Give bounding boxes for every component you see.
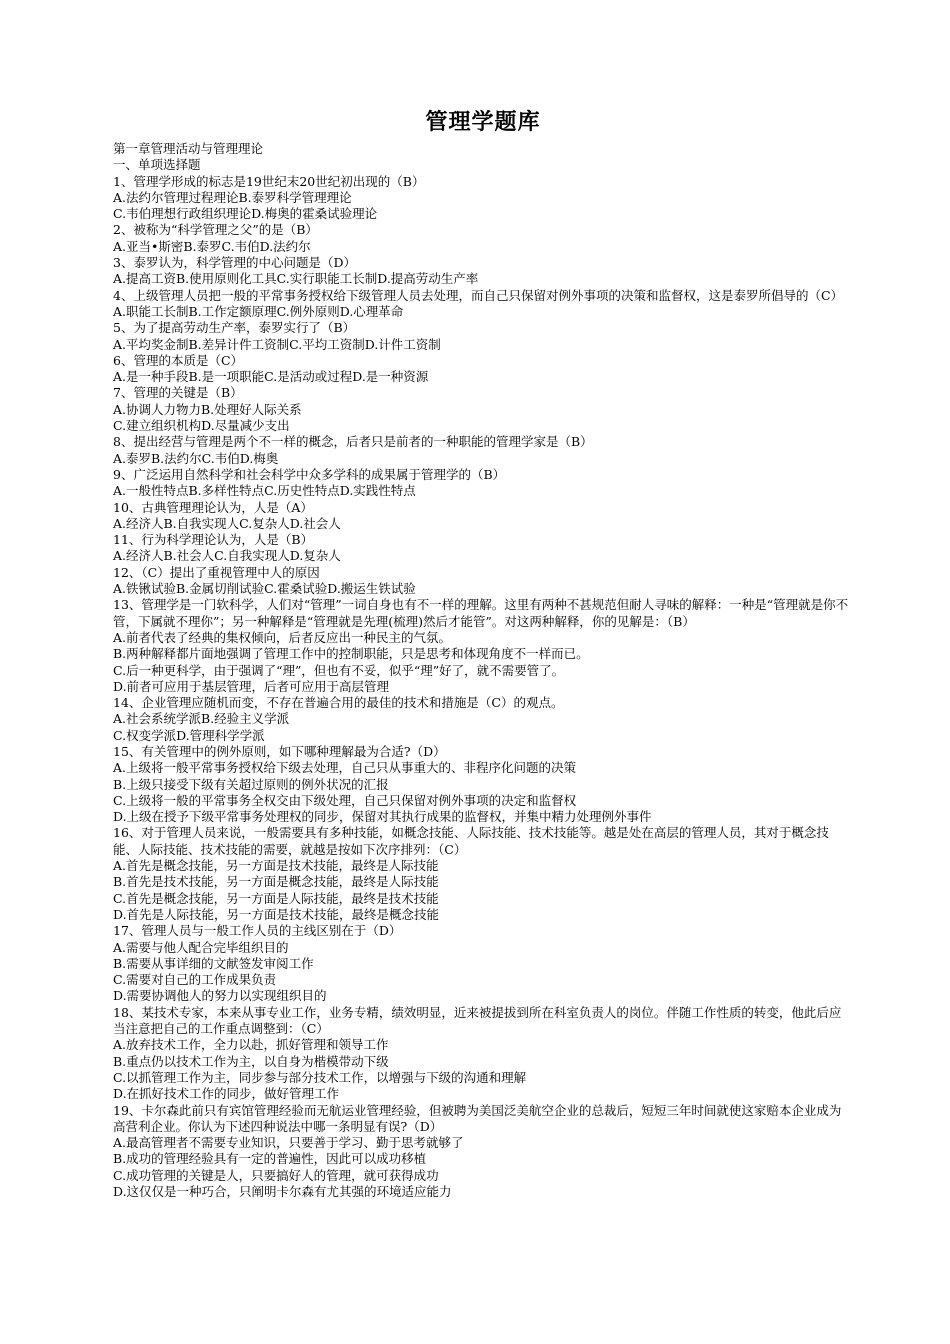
text-line: 18、某技术专家，本来从事专业工作，业务专精，绩效明显，近来被提拔到所在科室负责人的岗位。伴随工作性质的转变，他此后应当注意把自己的工作重点调整到：（C） [113, 1004, 842, 1037]
text-line: D.前者可应用于基层管理，后者可应用于高层管理 [113, 678, 390, 694]
text-line: A.放弃技术工作，全力以赴，抓好管理和领导工作 [113, 1037, 389, 1053]
text-line: 7、管理的关键是（B） [113, 385, 243, 401]
text-line: 10、古典管理理论认为，人是（A） [113, 499, 313, 515]
text-line: D.在抓好技术工作的同步，做好管理工作 [113, 1086, 340, 1102]
text-line: C.建立组织机构D.尽量减少支出 [113, 418, 290, 434]
text-line: C.后一种更科学，由于强调了“理”，但也有不妥，似乎“理”好了，就不需要管了。 [113, 662, 565, 678]
text-line: A.亚当•斯密B.泰罗C.韦伯D.法约尔 [113, 238, 311, 254]
text-line: A.是一种手段B.是一项职能C.是活动或过程D.是一种资源 [113, 369, 429, 385]
text-line: A.前者代表了经典的集权倾向，后者反应出一种民主的气氛。 [113, 629, 452, 645]
text-line: B.需要从事详细的文献签发审阅工作 [113, 955, 314, 971]
text-line: A.职能工长制B.工作定额原理C.例外原则D.心理革命 [113, 303, 404, 319]
text-line: A.泰罗B.法约尔C.韦伯D.梅奥 [113, 450, 279, 466]
text-line: D.首先是人际技能，另一方面是技术技能，最终是概念技能 [113, 906, 440, 922]
text-line: B.两种解释都片面地强调了管理工作中的控制职能，只是思考和体现角度不一样而已。 [113, 646, 589, 662]
text-line: A.法约尔管理过程理论B.泰罗科学管理理论 [113, 189, 352, 205]
text-line: A.需要与他人配合完毕组织目的 [113, 939, 289, 955]
text-line: 6、管理的本质是（C） [113, 352, 244, 368]
text-line: A.经济人B.自我实现人C.复杂人D.社会人 [113, 515, 341, 531]
text-line: 2、被称为“科学管理之父”的是（B） [113, 222, 318, 238]
text-line: 12、（C）提出了重视管理中人的原因 [113, 564, 320, 580]
text-line: A.提高工资B.使用原则化工具C.实行职能工长制D.提高劳动生产率 [113, 271, 479, 287]
text-line: D.需要协调他人的努力以实现组织目的 [113, 988, 327, 1004]
text-line: A.经济人B.社会人C.自我实现人D.复杂人 [113, 548, 341, 564]
text-line: A.协调人力物力B.处理好人际关系 [113, 401, 302, 417]
text-line: C.首先是概念技能，另一方面是人际技能，最终是技术技能 [113, 890, 439, 906]
text-line: 19、卡尔森此前只有宾馆管理经验而无航运业管理经验，但被聘为美国泛美航空企业的总裁后，短短三年时间就使这家赔本企业成为高营利企业。你认为下述四种说法中哪一条明显有误?（D） [113, 1102, 842, 1134]
text-line: C.以抓管理工作为主，同步参与部分技术工作，以增强与下级的沟通和理解 [113, 1069, 527, 1085]
text-line: A.一般性特点B.多样性特点C.历史性特点D.实践性特点 [113, 483, 416, 499]
text-line: 17、管理人员与一般工作人员的主线区别在于（D） [113, 923, 402, 939]
document-title: 管理学题库 [425, 110, 541, 135]
text-line: 5、为了提高劳动生产率，泰罗实行了（B） [113, 320, 356, 336]
text-line: D.上级在授予下级平常事务处理权的同步，保留对其执行成果的监督权，并集中精力处理例外事件 [113, 809, 652, 825]
text-line: B.成功的管理经验具有一定的普遍性，因此可以成功移植 [113, 1151, 427, 1167]
text-line: A.社会系统学派B.经验主义学派 [113, 711, 290, 727]
text-line: 4、上级管理人员把一般的平常事务授权给下级管理人员去处理，而自己只保留对例外事项的决策和监督权，这是泰罗所倡导的（C） [113, 287, 844, 303]
text-line: B.首先是技术技能，另一方面是概念技能，最终是人际技能 [113, 874, 439, 890]
text-line: B.上级只接受下级有关超过原则的例外状况的汇报 [113, 776, 389, 792]
text-line: 15、有关管理中的例外原则，如下哪种理解最为合适?（D） [113, 743, 446, 759]
chapter-heading: 第一章管理活动与管理理论 [113, 141, 264, 156]
text-line: A.铁锹试验B.金属切削试验C.霍桑试验D.搬运生铁试验 [113, 581, 416, 597]
document-page [113, 108, 853, 1200]
text-line: A.上级将一般平常事务授权给下级去处理，自己只从事重大的、非程序化问题的决策 [113, 760, 577, 776]
text-line: C.需要对自己的工作成果负责 [113, 972, 277, 988]
question-list [113, 174, 853, 1201]
text-line: A.最高管理者不需要专业知识，只要善于学习、勤于思考就够了 [113, 1135, 464, 1151]
text-line: 16、对于管理人员来说，一般需要具有多种技能，如概念技能、人际技能、技术技能等。越是处在高层的管理人员，其对于概念技能、人际技能、技术技能的需要，就越是按如下次序排列：（C） [113, 825, 829, 857]
text-line: B.重点仍以技术工作为主，以自身为楷模带动下级 [113, 1053, 389, 1069]
text-line: A.平均奖金制B.差异计件工资制C.平均工资制D.计件工资制 [113, 336, 441, 352]
text-line: C.权变学派D.管理科学学派 [113, 727, 265, 743]
text-line: 13、管理学是一门软科学，人们对“管理”一词自身也有不一样的理解。这里有两种不甚规范但耐人寻味的解释：一种是“管理就是你不管，下属就不理你”；另一种解释是“管理就是先理(梳理)然后才能管”。对这两种解释，你的见解是：（B） [113, 597, 849, 629]
section-heading: 一、单项选择题 [113, 157, 201, 173]
text-line: 3、泰罗认为，科学管理的中心问题是（D） [113, 255, 356, 271]
text-line: A.首先是概念技能，另一方面是技术技能，最终是人际技能 [113, 858, 439, 874]
text-line: 9、广泛运用自然科学和社会科学中众多学科的成果属于管理学的（B） [113, 466, 506, 482]
text-line: C.成功管理的关键是人，只要搞好人的管理，就可获得成功 [113, 1167, 439, 1183]
text-line: 1、管理学形成的标志是19世纪末20世纪初出现的（B） [113, 173, 425, 189]
text-line: 8、提出经营与管理是两个不一样的概念，后者只是前者的一种职能的管理学家是（B） [113, 434, 593, 450]
text-line: D.这仅仅是一种巧合，只阐明卡尔森有尤其强的环境适应能力 [113, 1184, 452, 1199]
text-line: C.上级将一般的平常事务全权交由下级处理，自己只保留对例外事项的决定和监督权 [113, 792, 577, 808]
text-line: 11、行为科学理论认为，人是（B） [113, 532, 314, 548]
text-line: 14、企业管理应随机而变，不存在普遍合用的最佳的技术和措施是（C）的观点。 [113, 695, 564, 711]
text-line: C.韦伯理想行政组织理论D.梅奥的霍桑试验理论 [113, 206, 378, 222]
